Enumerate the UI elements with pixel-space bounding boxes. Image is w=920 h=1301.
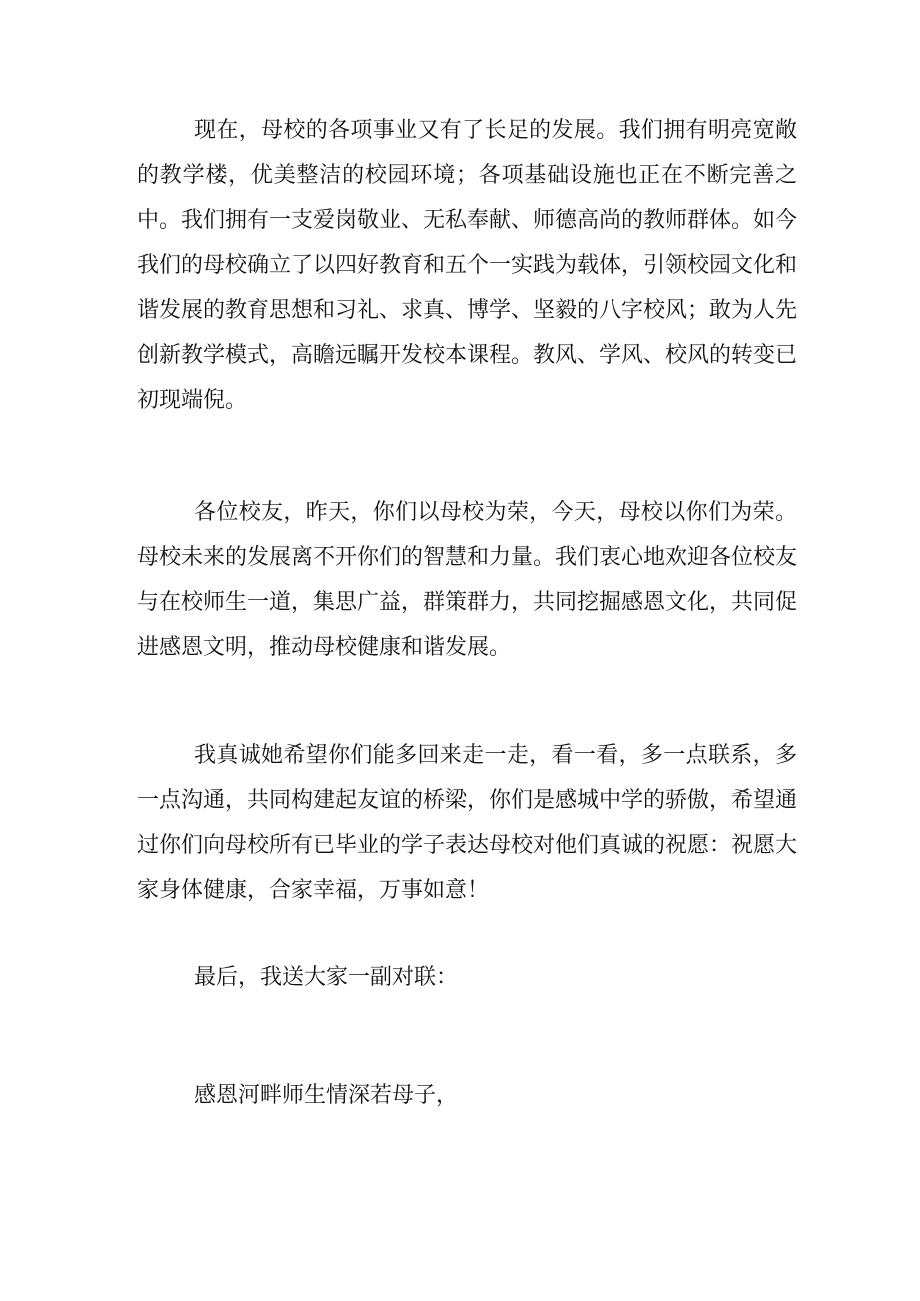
paragraph-couplet-line: 感恩河畔师生情深若母子， [194, 1083, 459, 1108]
paragraph-school-development: 现在，母校的各项事业又有了长足的发展。我们拥有明亮宽敞的教学楼，优美整洁的校园环境；各项基础设施也正在不断完善之中。我们拥有一支爱岗敬业、无私奉献、师德高尚的教师群体。如今我们的母校确立了以四好教育和五个一实践为载体，引领校园文化和谐发展的教育思想和习礼、求真、博学、坚毅的八字校风；敢为人先创新教学模式，高瞻远瞩开发校本课程。教风、学风、校风的转变已初现端倪。 [137, 118, 798, 413]
paragraph-alumni-welcome: 各位校友，昨天，你们以母校为荣，今天，母校以你们为荣。母校未来的发展离不开你们的智慧和力量。我们衷心地欢迎各位校友与在校师生一道，集思广益，群策群力，共同挖掘感恩文化，共同促进感恩文明，推动母校健康和谐发展。 [137, 500, 798, 660]
paragraph-sincere-wishes: 我真诚她希望你们能多回来走一走，看一看，多一点联系，多一点沟通，共同构建起友谊的桥梁，你们是感城中学的骄傲，希望通过你们向母校所有已毕业的学子表达母校对他们真诚的祝愿：祝愿大家身体健康，合家幸福，万事如意！ [137, 743, 798, 903]
paragraph-couplet-intro: 最后，我送大家一副对联： [194, 965, 459, 990]
